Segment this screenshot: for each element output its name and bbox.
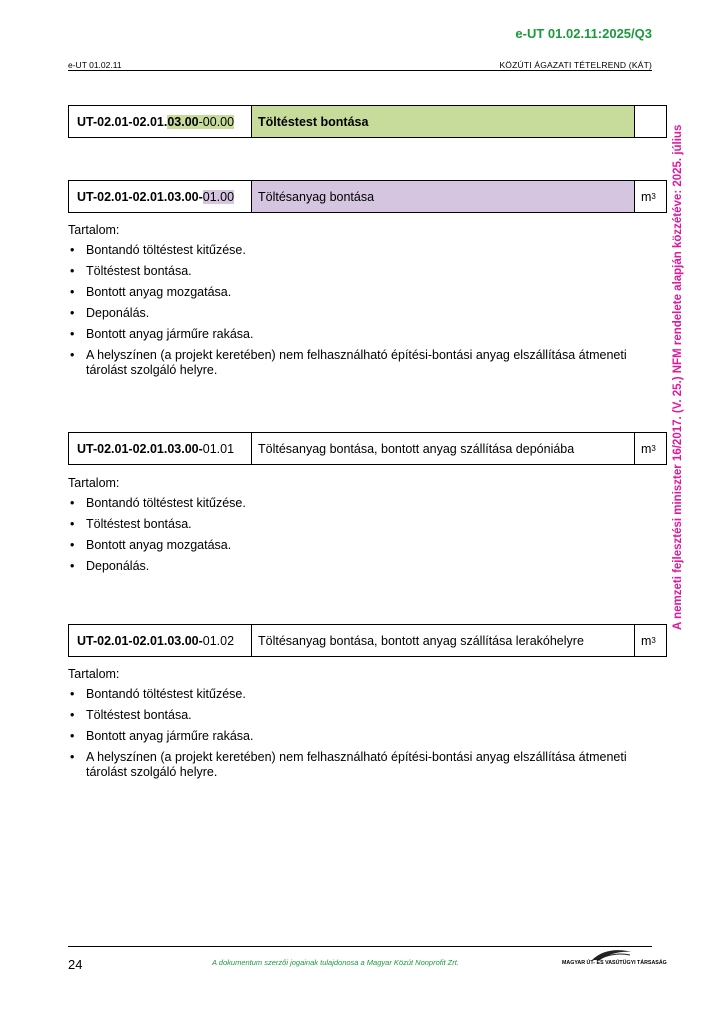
unit-label: m — [641, 633, 652, 648]
footer-rule — [68, 946, 652, 947]
list-item: • Töltéstest bontása. — [68, 264, 628, 279]
bullet-list — [68, 243, 628, 378]
item-table-main — [68, 105, 667, 138]
list-item: • Deponálás. — [68, 559, 628, 574]
list-item: • Bontott anyag járműre rakása. — [68, 729, 628, 744]
header-rule — [68, 70, 652, 71]
list-item: • Bontott anyag járműre rakása. — [68, 327, 628, 342]
item-code — [69, 625, 252, 656]
item-table — [68, 624, 667, 657]
document-code: e-UT 01.02.11:2025/Q3 — [515, 26, 652, 41]
logo-text: MAGYAR ÚT- ÉS VASÚTÜGYI TÁRSASÁG — [562, 960, 667, 966]
item-unit — [635, 433, 666, 464]
item-code — [69, 433, 252, 464]
bullet-list — [68, 687, 628, 780]
item-name: Töltéstest bontása — [252, 106, 635, 137]
item-code-prefix: UT-02.01-02.01.03.00- — [77, 441, 203, 456]
unit-label: m — [641, 189, 652, 204]
item-code-suffix: 01.00 — [202, 189, 235, 204]
list-item: • Bontott anyag mozgatása. — [68, 285, 628, 300]
item-table — [68, 432, 667, 465]
list-item: • Töltéstest bontása. — [68, 708, 628, 723]
item-code-suffix: 01.02 — [202, 633, 235, 648]
item-code — [69, 181, 252, 212]
item-table — [68, 180, 667, 213]
item-name: Töltésanyag bontása — [252, 181, 635, 212]
item-unit — [635, 181, 666, 212]
item-code-highlight: 03.00 — [167, 114, 199, 129]
list-item: • A helyszínen (a projekt keretében) nem felhasználható építési-bontási anyag elszállítása átmeneti tárolást szolgáló helyre. — [68, 750, 628, 780]
company-logo — [562, 948, 667, 970]
item-content — [68, 667, 628, 786]
item-content — [68, 476, 628, 580]
copyright-note: A dokumentum szerzői jogainak tulajdonosa a Magyar Közút Nonprofit Zrt. — [212, 958, 459, 967]
list-item: • A helyszínen (a projekt keretében) nem felhasználható építési-bontási anyag elszállítása átmeneti tárolást szolgáló helyre. — [68, 348, 628, 378]
item-code-prefix: UT-02.01-02.01.03.00- — [77, 633, 203, 648]
list-item: • Bontandó töltéstest kitűzése. — [68, 243, 628, 258]
item-name: Töltésanyag bontása, bontott anyag szállítása lerakóhelyre — [252, 625, 635, 656]
header-left: e-UT 01.02.11 — [68, 60, 122, 70]
item-code-suffix: 01.01 — [202, 441, 235, 456]
list-item: • Töltéstest bontása. — [68, 517, 628, 532]
list-item: • Bontandó töltéstest kitűzése. — [68, 687, 628, 702]
item-code-prefix: UT-02.01-02.01.03.00- — [77, 189, 203, 204]
content-title: Tartalom: — [68, 223, 120, 237]
item-code-prefix: UT-02.01-02.01. — [77, 114, 168, 129]
header-right: KÖZÚTI ÁGAZATI TÉTELREND (KÁT) — [499, 60, 652, 70]
unit-exponent: 3 — [651, 192, 656, 201]
list-item: • Bontandó töltéstest kitűzése. — [68, 496, 628, 511]
side-publication-note: A nemzeti fejlesztési miniszter 16/2017. (V. 25.) NFM rendelete alapján közzétéve: 2025. július — [672, 124, 684, 630]
list-item: • Deponálás. — [68, 306, 628, 321]
bullet-list — [68, 496, 628, 574]
unit-label: m — [641, 441, 652, 456]
unit-exponent: 3 — [651, 444, 656, 453]
item-unit — [635, 625, 666, 656]
item-name: Töltésanyag bontása, bontott anyag szállítása depóniába — [252, 433, 635, 464]
item-unit — [635, 106, 666, 137]
content-title: Tartalom: — [68, 476, 120, 490]
item-code-suffix: -00.00 — [198, 114, 235, 129]
unit-exponent: 3 — [651, 636, 656, 645]
page-number: 24 — [68, 957, 83, 972]
item-content — [68, 223, 628, 384]
content-title: Tartalom: — [68, 667, 120, 681]
item-code — [69, 106, 252, 137]
list-item: • Bontott anyag mozgatása. — [68, 538, 628, 553]
